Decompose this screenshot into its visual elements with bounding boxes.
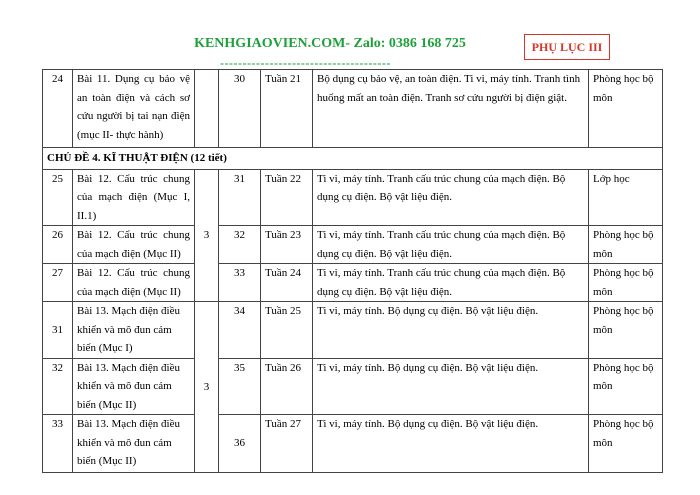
table-row (43, 264, 663, 302)
lesson-cell: Bài 12. Cấu trúc chung của mạch điện (Mục I, II.1) (73, 169, 195, 226)
equipment-cell: Ti vi, máy tính. Tranh cấu trúc chung của mạch điện. Bộ dụng cụ điện. Bộ vật liệu điện. (313, 264, 589, 302)
stt-cell: 33 (43, 415, 73, 473)
lesson-cell: Bài 12. Cấu trúc chung của mạch điện (Mục II) (73, 264, 195, 302)
week-cell: Tuần 27 (261, 415, 313, 473)
stt-cell: 26 (43, 226, 73, 264)
equipment-cell: Ti vi, máy tính. Tranh cấu trúc chung của mạch điện. Bộ dụng cụ điện. Bộ vật liệu điện. (313, 169, 589, 226)
periods-cell: 3 (195, 302, 219, 473)
week-cell: Tuần 23 (261, 226, 313, 264)
week-cell: Tuần 21 (261, 70, 313, 148)
period-no-cell: 30 (219, 70, 261, 148)
period-no-cell: 34 (219, 302, 261, 359)
week-cell: Tuần 26 (261, 358, 313, 415)
stt-cell: 32 (43, 358, 73, 415)
lesson-cell: Bài 12. Cấu trúc chung của mạch điện (Mục II) (73, 226, 195, 264)
lesson-cell: Bài 13. Mạch điện điều khiển và mô đun cảm biến (Mục II) (73, 415, 195, 473)
periods-cell (195, 70, 219, 148)
table-row (43, 358, 663, 415)
room-cell: Lớp học (589, 169, 663, 226)
room-cell: Phòng học bộ môn (589, 302, 663, 359)
table-row (43, 302, 663, 359)
week-cell: Tuần 25 (261, 302, 313, 359)
room-cell: Phòng học bộ môn (589, 226, 663, 264)
room-cell: Phòng học bộ môn (589, 70, 663, 148)
room-cell: Phòng học bộ môn (589, 415, 663, 473)
period-no-cell: 35 (219, 358, 261, 415)
table-row (43, 70, 663, 148)
stt-cell: 24 (43, 70, 73, 148)
topic-title: CHỦ ĐỀ 4. KĨ THUẬT ĐIỆN (12 tiết) (43, 148, 663, 170)
lesson-cell: Bài 13. Mạch điện điều khiển và mô đun cảm biến (Mục II) (73, 358, 195, 415)
lesson-plan-table (42, 69, 663, 473)
appendix-label: PHỤ LỤC III (524, 34, 610, 60)
equipment-cell: Ti vi, máy tính. Tranh cấu trúc chung của mạch điện. Bộ dụng cụ điện. Bộ vật liệu điện. (313, 226, 589, 264)
table-row (43, 415, 663, 473)
period-no-cell: 32 (219, 226, 261, 264)
header-divider: -------------------------------------- (220, 56, 391, 70)
week-cell: Tuần 22 (261, 169, 313, 226)
topic-row (43, 148, 663, 170)
equipment-cell: Ti vi, máy tính. Bộ dụng cụ điện. Bộ vật liệu điện. (313, 415, 589, 473)
stt-cell: 25 (43, 169, 73, 226)
equipment-cell: Bộ dụng cụ bảo vệ, an toàn điện. Ti vi, máy tính. Tranh tình huống mất an toàn điện. Tranh sơ cứu người bị điện giật. (313, 70, 589, 148)
equipment-cell: Ti vi, máy tính. Bộ dụng cụ điện. Bộ vật liệu điện. (313, 358, 589, 415)
period-no-cell: 33 (219, 264, 261, 302)
room-cell: Phòng học bộ môn (589, 358, 663, 415)
stt-cell: 31 (43, 302, 73, 359)
period-no-cell: 31 (219, 169, 261, 226)
table-row (43, 226, 663, 264)
site-header-text: KENHGIAOVIEN.COM- Zalo: 0386 168 725 (194, 36, 466, 51)
lesson-cell: Bài 13. Mạch điện điều khiển và mô đun cảm biến (Mục I) (73, 302, 195, 359)
week-cell: Tuần 24 (261, 264, 313, 302)
stt-cell: 27 (43, 264, 73, 302)
lesson-cell: Bài 11. Dụng cụ bảo vệ an toàn điện và cách sơ cứu người bị tai nạn điện (mục II- thực hành) (73, 70, 195, 148)
period-no-cell: 36 (219, 415, 261, 473)
table-row (43, 169, 663, 226)
room-cell: Phòng học bộ môn (589, 264, 663, 302)
periods-cell: 3 (195, 169, 219, 302)
equipment-cell: Ti vi, máy tính. Bộ dụng cụ điện. Bộ vật liệu điện. (313, 302, 589, 359)
